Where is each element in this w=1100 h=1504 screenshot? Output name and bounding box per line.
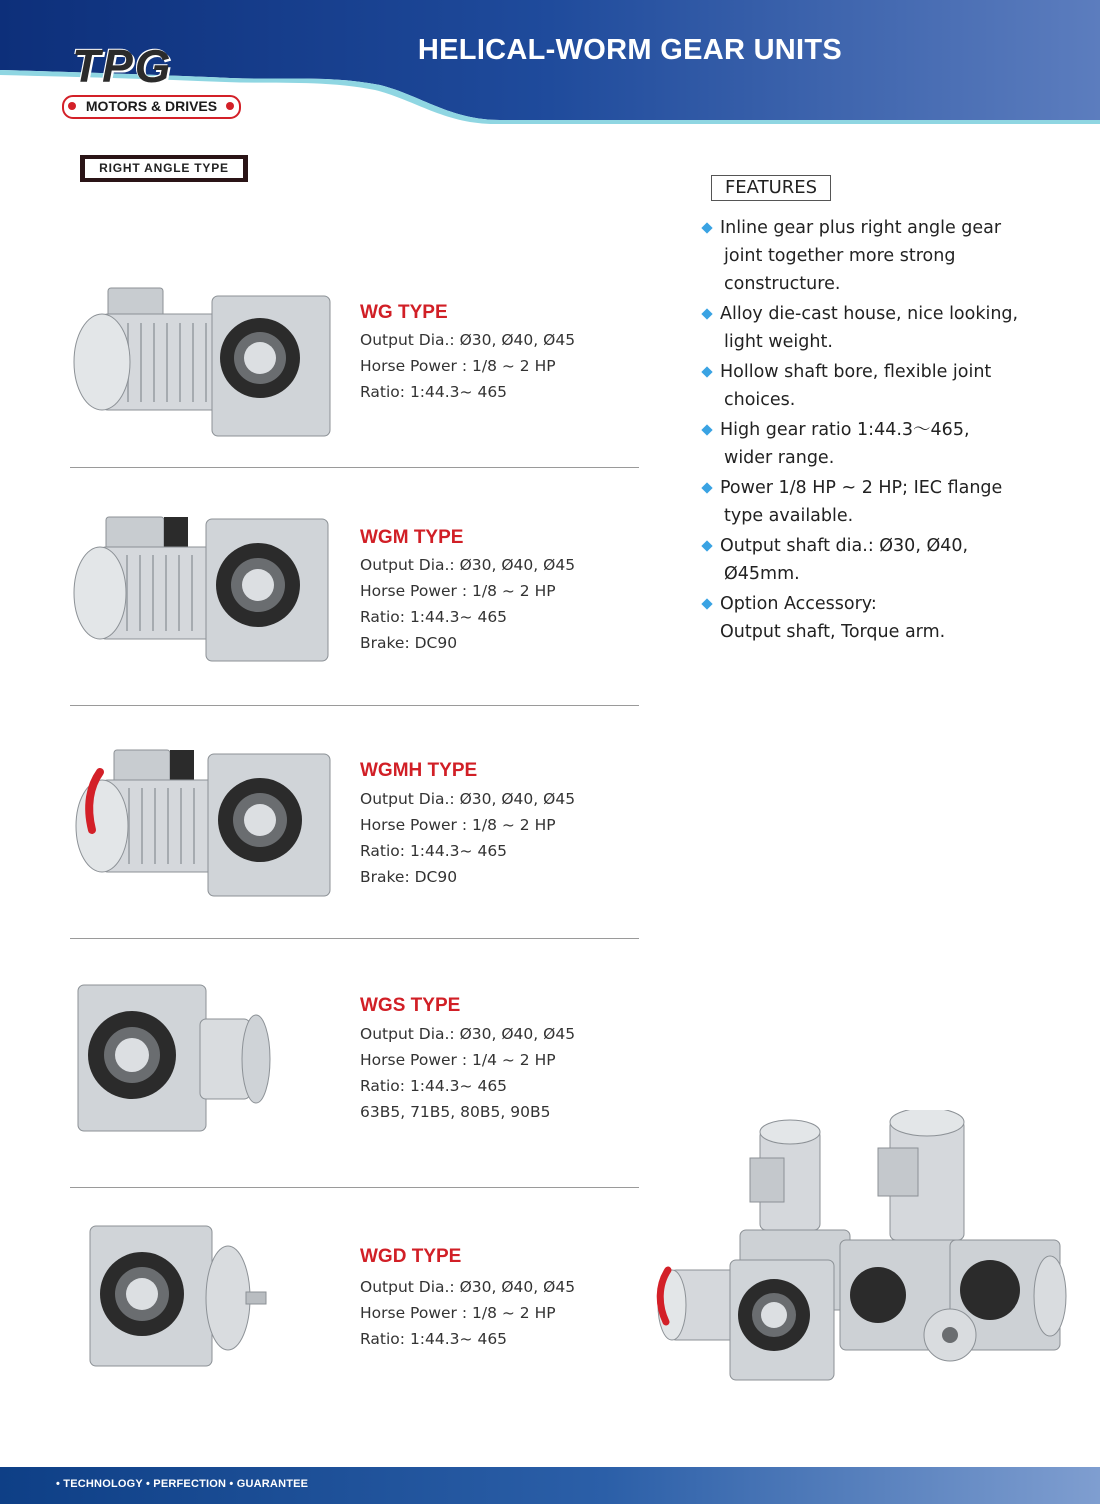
spec-horse-power: Horse Power : 1/8 ~ 2 HP	[360, 1304, 556, 1322]
wgd-gear-unit-image	[70, 1222, 340, 1372]
feature-text: wider range.	[724, 448, 835, 468]
divider	[70, 938, 639, 939]
product-name: WG TYPE	[360, 302, 448, 323]
spec-flange-sizes: 63B5, 71B5, 80B5, 90B5	[360, 1103, 551, 1121]
feature-item	[702, 590, 1082, 646]
spec-horse-power: Horse Power : 1/4 ~ 2 HP	[360, 1051, 556, 1069]
gear-units-group-image	[650, 1110, 1090, 1390]
wgs-gear-unit-image	[70, 979, 340, 1139]
spec-horse-power: Horse Power : 1/8 ~ 2 HP	[360, 357, 556, 375]
feature-item	[702, 532, 1082, 588]
spec-output-dia: Output Dia.: Ø30, Ø40, Ø45	[360, 1278, 576, 1296]
product-wg	[70, 270, 640, 460]
spec-ratio: Ratio: 1:44.3~ 465	[360, 608, 508, 626]
spec-output-dia: Output Dia.: Ø30, Ø40, Ø45	[360, 790, 576, 808]
feature-text: Inline gear plus right angle gear	[720, 218, 1002, 238]
feature-text: Alloy die-cast house, nice looking,	[720, 304, 1019, 324]
product-name: WGMH TYPE	[360, 760, 478, 781]
spec-brake: Brake: DC90	[360, 868, 458, 886]
product-wgd	[70, 1222, 640, 1392]
spec-ratio: Ratio: 1:44.3~ 465	[360, 842, 508, 860]
spec-output-dia: Output Dia.: Ø30, Ø40, Ø45	[360, 1025, 576, 1043]
feature-text: Output shaft dia.: Ø30, Ø40,	[720, 536, 969, 556]
feature-text: type available.	[724, 506, 854, 526]
feature-text: joint together more strong	[724, 246, 956, 266]
logo-subtitle: MOTORS & DRIVES	[85, 98, 218, 114]
product-wgs	[70, 975, 640, 1165]
feature-text: light weight.	[724, 332, 833, 352]
spec-ratio: Ratio: 1:44.3~ 465	[360, 383, 508, 401]
page-footer	[0, 1467, 1100, 1504]
feature-text: Output shaft, Torque arm.	[720, 622, 946, 642]
product-name: WGM TYPE	[360, 527, 464, 548]
product-name: WGD TYPE	[360, 1246, 462, 1267]
features-heading: FEATURES	[711, 175, 831, 201]
spec-horse-power: Horse Power : 1/8 ~ 2 HP	[360, 582, 556, 600]
feature-item	[702, 300, 1082, 356]
product-name: WGS TYPE	[360, 995, 461, 1016]
feature-item	[702, 474, 1082, 530]
divider	[70, 467, 639, 468]
spec-ratio: Ratio: 1:44.3~ 465	[360, 1077, 508, 1095]
product-wgm	[70, 505, 640, 695]
spec-brake: Brake: DC90	[360, 634, 458, 652]
feature-text: Hollow shaft bore, flexible joint	[720, 362, 992, 382]
logo-mark: TPG	[72, 40, 173, 92]
spec-output-dia: Output Dia.: Ø30, Ø40, Ø45	[360, 556, 576, 574]
feature-item	[702, 416, 1082, 472]
divider	[70, 705, 639, 706]
brand-logo	[62, 40, 252, 124]
page-header	[0, 0, 1100, 130]
spec-ratio: Ratio: 1:44.3~ 465	[360, 1330, 508, 1348]
feature-item	[702, 358, 1082, 414]
features-list	[702, 214, 1082, 648]
feature-text: choices.	[724, 390, 796, 410]
feature-text: constructure.	[724, 274, 841, 294]
spec-output-dia: Output Dia.: Ø30, Ø40, Ø45	[360, 331, 576, 349]
feature-text: Option Accessory:	[720, 594, 877, 614]
feature-text: Power 1/8 HP ~ 2 HP; IEC flange	[720, 478, 1003, 498]
wg-gearmotor-image	[70, 278, 340, 448]
wgm-gearmotor-image	[70, 513, 340, 673]
footer-tagline: • TECHNOLOGY • PERFECTION • GUARANTEE	[56, 1478, 309, 1490]
page-title: HELICAL-WORM GEAR UNITS	[417, 34, 843, 66]
product-wgmh	[70, 740, 640, 930]
badge-label: RIGHT ANGLE TYPE	[85, 159, 243, 178]
spec-horse-power: Horse Power : 1/8 ~ 2 HP	[360, 816, 556, 834]
divider	[70, 1187, 639, 1188]
feature-item	[702, 214, 1082, 298]
feature-text: Ø45mm.	[724, 564, 800, 584]
right-angle-type-badge	[80, 155, 248, 182]
feature-text: High gear ratio 1:44.3～465,	[720, 420, 970, 440]
wgmh-gearmotor-image	[70, 746, 340, 906]
